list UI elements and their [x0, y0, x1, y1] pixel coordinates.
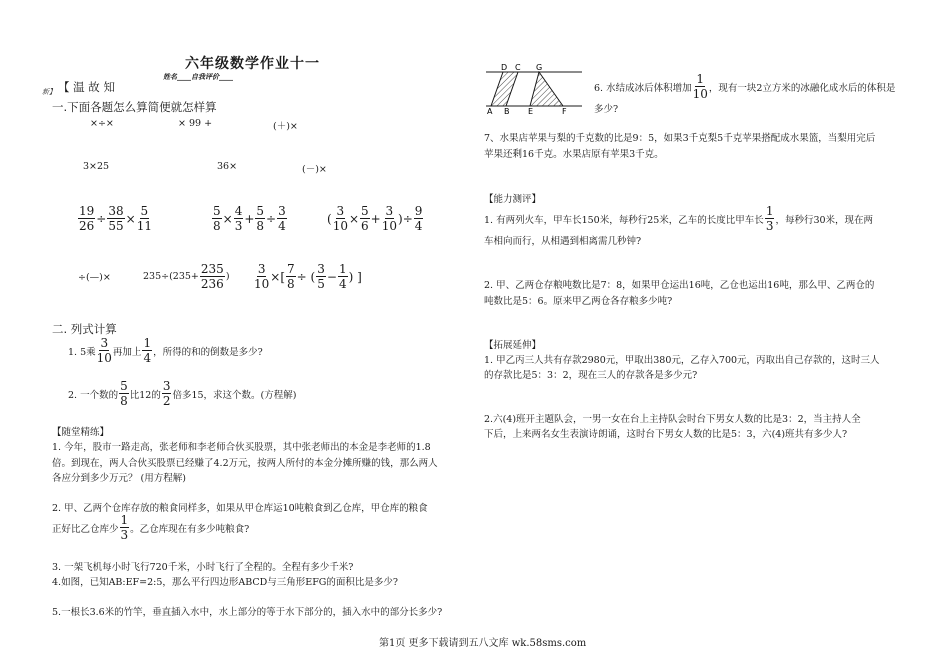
section-4-title: 【能力测评】 — [484, 194, 542, 205]
practice-2-line-2: 正好比乙仓库少 $\frac{1}{3}$ 。乙仓库现在有多少吨粮食? — [52, 513, 250, 542]
question-6-line-2: 多少? — [594, 104, 619, 115]
extension-2-line-2: 下后，上来两名女生表演诗朗诵，这时台下男女人数的比是5：3，六(4)班共有多少人? — [484, 429, 848, 440]
expression-1-1: ×÷× — [90, 118, 114, 129]
parallelogram-figure — [484, 62, 584, 114]
section-5-title: 【拓展延伸】 — [484, 340, 542, 351]
extension-1-line-1: 1. 甲乙丙三人共有存款2980元，甲取出380元，乙存入700元，丙取出自己存款的，这时三人 — [484, 355, 880, 366]
figure-label-e: E — [528, 107, 534, 114]
question-7-line-2: 苹果还剩16千克。水果店原有苹果3千克。 — [484, 149, 664, 160]
expression-4-1: ÷(—)× — [78, 272, 111, 283]
expression-2-3: (－)× — [302, 164, 327, 175]
question-6-line-1: 6. 水结成冰后体积增加 $\frac{1}{10}$ ，现有一块2立方米的冰融化成水后的体积是 — [594, 72, 896, 101]
expression-3-2: $\frac{5}{8}$ × $\frac{4}{3}$ + $\frac{5}{8}$ ÷ $\frac{3}{4}$ — [213, 204, 286, 233]
practice-4: 4.如图，已知AB:EF=2:5，那么平行四边形ABCD与三角形EFG的面积比是多少? — [52, 577, 398, 588]
calc-question-1: 1. 5乘 $\frac{3}{10}$ 再加上 $\frac{1}{4}$ ，所得的和的倒数是多少? — [68, 336, 263, 365]
ability-1-line-1: 1. 有两列火车，甲车长150米，每秒行25米，乙车的长度比甲车长 $\frac{1}{3}$ ，每秒行30米，现在两 — [484, 204, 874, 233]
question-7-line-1: 7、水果店苹果与梨的千克数的比是9：5，如果3千克梨5千克苹果搭配成水果篮，当梨用完后 — [484, 133, 876, 144]
expression-2-1: 3×25 — [83, 161, 110, 172]
figure-label-g: G — [536, 63, 543, 72]
ability-2-line-1: 2. 甲、乙两仓存粮吨数比是7：8，如果甲仓运出16吨，乙仓也运出16吨，那么甲、乙两仓的 — [484, 280, 875, 291]
figure-label-f: F — [562, 107, 567, 114]
figure-label-a: A — [487, 107, 493, 114]
expression-4-3: $\frac{3}{10}$ ×[ $\frac{7}{8}$ ÷ ( $\frac{3}{5}$ − $\frac{1}{4}$ ) ] — [254, 262, 362, 291]
calc-question-2: 2. 一个数的 $\frac{5}{8}$ 比12的 $\frac{3}{2}$ 倍多15，求这个数。(方程解) — [68, 379, 297, 408]
figure-label-c: C — [515, 63, 521, 72]
expression-4-2: 235÷(235+ $\frac{235}{236}$ ) — [143, 262, 230, 291]
practice-5: 5.一根长3.6米的竹竿，垂直插入水中，水上部分的等于水下部分的，插入水中的部分长多少? — [52, 607, 443, 618]
warm-up-sub-label: 新】 — [42, 88, 56, 96]
extension-1-line-2: 的存款比是5：3：2，现在三人的存款各是多少元? — [484, 370, 698, 381]
expression-3-1: $\frac{19}{26}$ ÷ $\frac{38}{55}$ × $\frac{5}{11}$ — [79, 204, 152, 233]
section-3-title: 【随堂精练】 — [52, 427, 110, 438]
page-footer: 第1页 更多下载请到五八文库 wk.58sms.com — [379, 638, 587, 649]
practice-2-line-1: 2. 甲、乙两个仓库存放的粮食同样多，如果从甲仓库运10吨粮食到乙仓库，甲仓库的粮食 — [52, 503, 428, 514]
ability-2-line-2: 吨数比是5：6。原来甲乙两仓各存粮多少吨? — [484, 296, 673, 307]
expression-2-2: 36× — [217, 161, 238, 172]
page-subtitle: 姓名____自我评价____ — [163, 72, 233, 81]
figure-label-d: D — [501, 63, 508, 72]
practice-1-line-2: 倍。到现在，两人合伙买股票已经赚了4.2万元，按两人所付的本金分摊所赚的钱，那么两人 — [52, 458, 438, 469]
ability-1-line-2: 车相向而行，从相遇到相离需几秒钟? — [484, 236, 642, 247]
practice-3: 3. 一架飞机每小时飞行720千米，小时飞行了全程的。全程有多少千米? — [52, 562, 354, 573]
figure-label-b: B — [504, 107, 510, 114]
expression-1-3: (＋)× — [273, 121, 298, 132]
warm-up-label: 【 温 故 知 — [58, 80, 115, 94]
expression-1-2: × 99 + — [178, 118, 213, 129]
section-1-title: 一.下面各题怎么算简便就怎样算 — [52, 100, 217, 114]
section-2-title: 二. 列式计算 — [52, 322, 117, 336]
practice-1-line-1: 1. 今年，股市一路走高，张老师和李老师合伙买股票，其中张老师出的本金是李老师的1.8 — [52, 442, 431, 453]
practice-1-line-3: 各应分到多少万元？ (用方程解) — [52, 473, 186, 484]
expression-3-3: ( $\frac{3}{10}$ × $\frac{5}{6}$ + $\frac{3}{10}$ ) ÷ $\frac{9}{4}$ — [327, 204, 423, 233]
extension-2-line-1: 2.六(4)班开主题队会，一男一女在台上主持队会时台下男女人数的比是3：2，当主持人全 — [484, 414, 861, 425]
page-title: 六年级数学作业十一 — [185, 56, 320, 72]
